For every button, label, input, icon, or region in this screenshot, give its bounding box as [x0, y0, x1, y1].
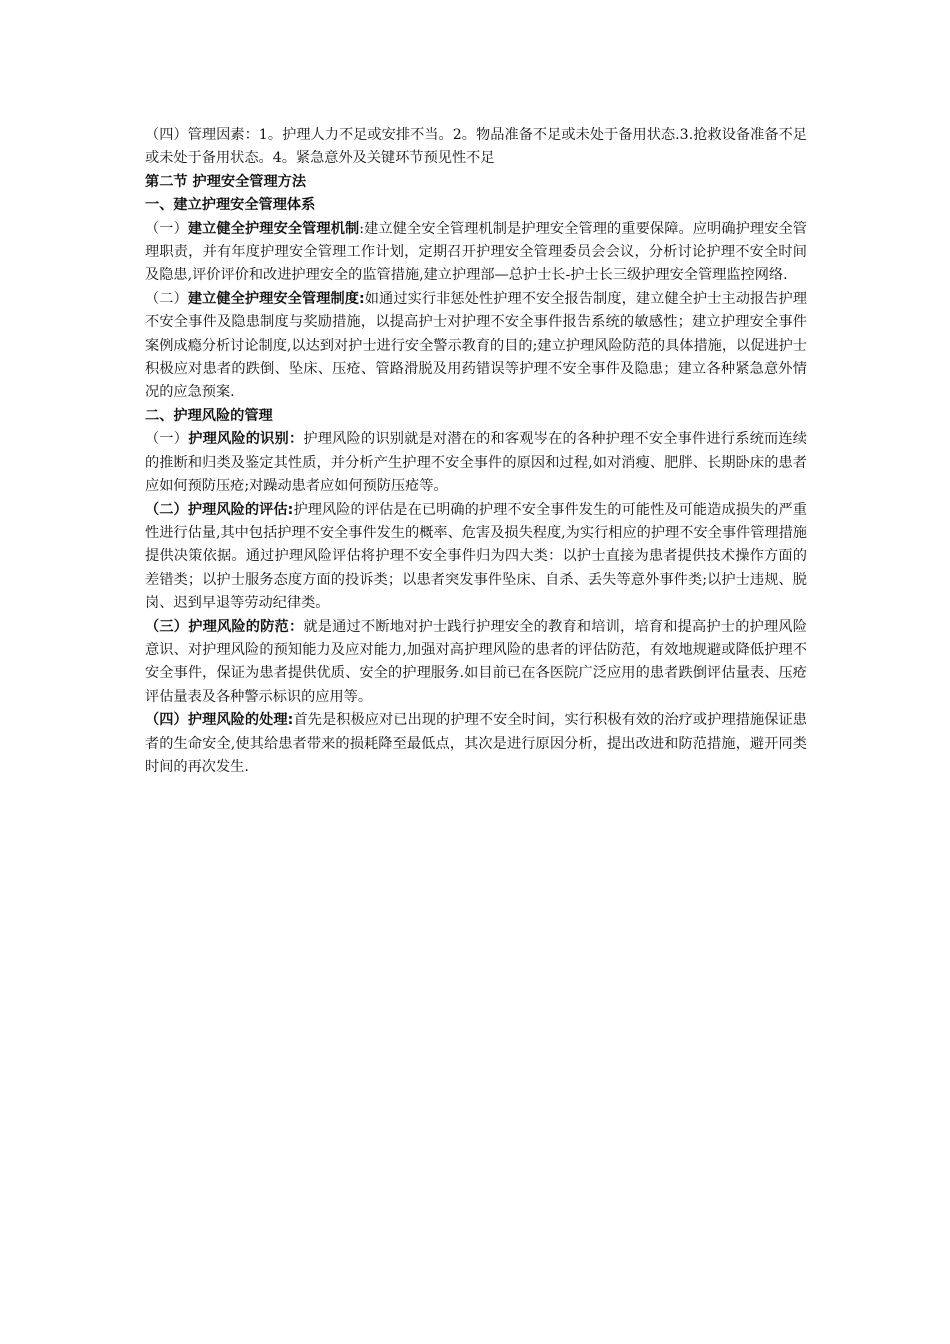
item-bold-title: 建立健全护理安全管理机制: [187, 220, 360, 237]
item-prefix: （一）: [145, 431, 189, 448]
paragraph-safety-system: [145, 288, 807, 405]
part-1-heading: 一、建立护理安全管理体系: [145, 197, 316, 214]
section-title: 第二节 护理安全管理方法: [145, 173, 307, 190]
document-page: [145, 124, 807, 779]
item-bold-title: 护理风险的评估:: [187, 501, 294, 518]
item-body-text: 护理风险的识别就是对潜在的和客观岑在的各种护理不安全事件进行系统而连续的推断和归类及鉴定其性质，并分析产生护理不安全事件的原因和过程,如对消瘦、肥胖、长期卧床的患者应如何预防压疮;对躁动患者应如何预防压疮等。: [145, 431, 807, 495]
item-bold-title: 护理风险的防范：: [188, 618, 304, 635]
item-prefix: （二）: [145, 290, 188, 307]
item-prefix: （一）: [145, 220, 188, 237]
item-bold-title: 护理风险的处理:: [187, 712, 294, 729]
item-bold-title: 建立健全护理安全管理制度:: [187, 290, 365, 307]
item-body-text: 就是通过不断地对护士践行护理安全的教育和培训，培育和提高护士的护理风险意识、对护理风险的预知能力及应对能力,加强对高护理风险的患者的评估防范，有效地规避或降低护理不安全事件，保证为患者提供优质、安全的护理服务.如目前已在各医院广泛应用的患者跌倒评估量表、压疮评估量表及各种警示标识的应用等。: [145, 618, 807, 705]
paragraph-risk-handling: [145, 709, 807, 779]
item-body-text: 首先是积极应对已出现的护理不安全时间，实行积极有效的治疗或护理措施保证患者的生命安全,使其给患者带来的损耗降至最低点，其次是进行原因分析，提出改进和防范措施，避开同类时间的再次发生.: [145, 712, 807, 775]
paragraph-safety-mechanism: [145, 218, 807, 288]
item-prefix: （二）: [145, 501, 188, 518]
item-prefix: （三）: [145, 618, 189, 635]
item-body-text: :建立健全安全管理机制是护理安全管理的重要保障。应明确护理安全管理职责，并有年度护理安全管理工作计划，定期召开护理安全管理委员会会议，分析讨论护理不安全时间及隐患,评价评价和改进护理安全的监管措施,建立护理部—总护士长-护士长三级护理安全管理监控网络.: [145, 220, 807, 284]
item-bold-title: 护理风险的识别：: [188, 431, 304, 448]
item-prefix: （四）: [145, 712, 188, 729]
paragraph-risk-assessment: [145, 499, 807, 616]
item-body-text: 护理风险的评估是在已明确的护理不安全事件发生的可能性及可能造成损失的严重性进行估量,其中包括护理不安全事件发生的概率、危害及损失程度,为实行相应的护理不安全事件管理措施提供决策依据。通过护理风险评估将护理不安全事件归为四大类：以护士直接为患者提供技术操作方面的差错类；以护士服务态度方面的投诉类；以患者突发事件坠床、自杀、丢失等意外事件类;以护士违规、脱岗、迟到早退等劳动纪律类。: [145, 501, 807, 612]
part-2-heading: 二、护理风险的管理: [145, 407, 273, 424]
paragraph-risk-prevention: [145, 616, 807, 710]
item-body-text: 如通过实行非惩处性护理不安全报告制度，建立健全护士主动报告护理不安全事件及隐患制度与奖励措施，以提高护士对护理不安全事件报告系统的敏感性；建立护理安全事件案例成瘾分析讨论制度,以达到对护士进行安全警示教育的目的;建立护理风险防范的具体措施，以促进护士积极应对患者的跌倒、坠床、压疮、管路滑脱及用药错误等护理不安全事件及隐患；建立各种紧急意外情况的应急预案.: [145, 290, 807, 401]
paragraph-management-factors: （四）管理因素：1。护理人力不足或安排不当。2。物品准备不足或未处于备用状态.3.抢救设备准备不足或未处于备用状态。4。紧急意外及关键环节预见性不足: [145, 127, 807, 167]
paragraph-risk-identification: [145, 428, 807, 498]
